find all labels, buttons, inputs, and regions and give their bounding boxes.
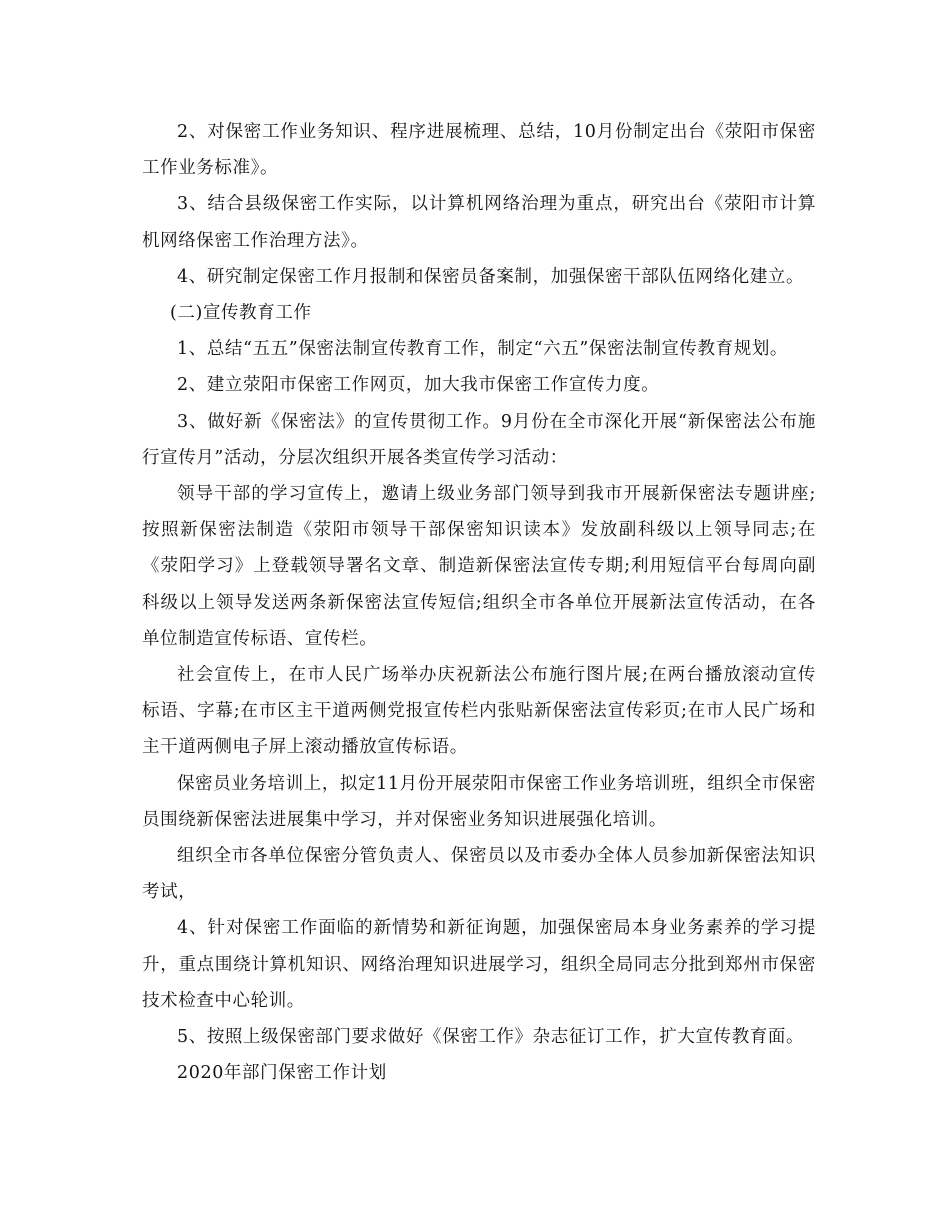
paragraph-knowledge-exam: 组织全市各单位保密分管负责人、保密员以及市委办全体人员参加新保密法知识考试， xyxy=(142,846,816,903)
paragraph-social-publicity: 社会宣传上，在市人民广场举办庆祝新法公布施行图片展;在两台播放滚动宣传标语、字幕;在市区主干道两侧党报宣传栏内张贴新保密法宣传彩页;在市人民广场和主干道两侧电子屏上滚动播放宣传标语。 xyxy=(142,665,816,758)
paragraph-magazine-subscription: 5、按照上级保密部门要求做好《保密工作》杂志征订工作，扩大宣传教育面。 xyxy=(177,1027,805,1048)
paragraph-plan-title: 2020年部门保密工作计划 xyxy=(177,1063,387,1084)
paragraph-webpage: 2、建立荥阳市保密工作网页，加大我市保密工作宣传力度。 xyxy=(177,375,660,396)
paragraph-monthly-report: 4、研究制定保密工作月报制和保密员备案制，加强保密干部队伍网络化建立。 xyxy=(177,266,805,287)
paragraph-staff-training: 保密员业务培训上，拟定11月份开展荥阳市保密工作业务培训班，组织全市保密员围绕新保密法进展集中学习，并对保密业务知识进展强化培训。 xyxy=(142,773,816,830)
paragraph-self-improvement: 4、针对保密工作面临的新情势和新征询题，加强保密局本身业务素养的学习提升，重点围绕计算机知识、网络治理知识进展学习，组织全局同志分批到郑州市保密技术检查中心轮训。 xyxy=(142,918,816,1011)
paragraph-leaders-publicity: 领导干部的学习宣传上，邀请上级业务部门领导到我市开展新保密法专题讲座;按照新保密法制造《荥阳市领导干部保密知识读本》发放副科级以上领导同志;在《荥阳学习》上登载领导署名文章、制造新保密法宣传专期;利用短信平台每周向副科级以上领导发送两条新保密法宣传短信;组织全市各单位开展新法宣传活动，在各单位制造宣传标语、宣传栏。 xyxy=(142,484,816,649)
section-heading-publicity: (二)宣传教育工作 xyxy=(170,303,312,324)
paragraph-new-law: 3、做好新《保密法》的宣传贯彻工作。9月份在全市深化开展“新保密法公布施行宣传月”活动，分层次组织开展各类宣传学习活动： xyxy=(142,411,816,468)
document-body xyxy=(142,114,816,1091)
paragraph-business-standard: 2、对保密工作业务知识、程序进展梳理、总结，10月份制定出台《荥阳市保密工作业务标准》。 xyxy=(142,122,816,179)
paragraph-legal-education: 1、总结“五五”保密法制宣传教育工作，制定“六五”保密法制宣传教育规划。 xyxy=(177,339,789,360)
paragraph-network-management: 3、结合县级保密工作实际，以计算机网络治理为重点，研究出台《荥阳市计算机网络保密工作治理方法》。 xyxy=(142,194,816,251)
